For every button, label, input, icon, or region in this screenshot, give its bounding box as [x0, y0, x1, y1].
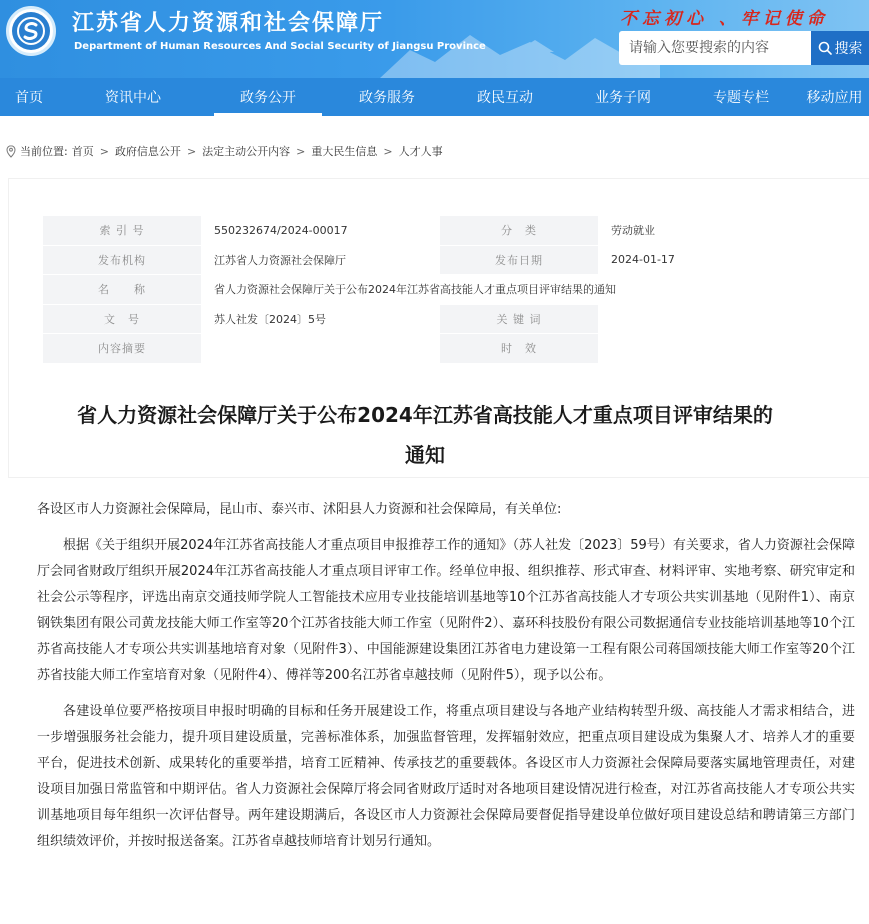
meta-label-publisher: 发布机构 — [43, 245, 202, 275]
meta-label-name: 名 称 — [43, 275, 202, 305]
table-row — [43, 334, 836, 364]
meta-value-validity — [599, 334, 836, 364]
site-title[interactable]: 江苏省人力资源和社会保障厅 — [72, 11, 385, 36]
meta-value-publisher: 江苏省人力资源社会保障厅 — [202, 245, 440, 275]
meta-label-docno: 文 号 — [43, 304, 202, 334]
breadcrumb-item-livelihood[interactable]: 重大民生信息 — [311, 145, 378, 158]
nav-item-subsites[interactable]: 业务子网 — [595, 90, 651, 106]
breadcrumb-prefix: 当前位置: — [20, 145, 68, 158]
search-button-label: 搜索 — [834, 41, 863, 57]
logo-emblem-icon — [12, 12, 50, 50]
site-header — [0, 0, 869, 78]
chevron-right-icon: > — [99, 144, 109, 158]
breadcrumb — [6, 143, 443, 159]
meta-value-index: 550232674/2024-00017 — [202, 216, 440, 246]
location-pin-icon — [6, 145, 16, 158]
nav-item-mobile[interactable]: 移动应用 — [806, 90, 863, 106]
breadcrumb-item-statutory[interactable]: 法定主动公开内容 — [202, 145, 291, 158]
breadcrumb-item-home[interactable]: 首页 — [71, 145, 94, 158]
table-row — [43, 275, 836, 305]
slogan: 不忘初心 、牢记使命 — [620, 9, 829, 29]
main-nav — [0, 78, 869, 116]
meta-label-category: 分 类 — [440, 216, 599, 246]
document-metadata-table — [42, 215, 836, 364]
meta-value-keywords — [599, 304, 836, 334]
meta-value-docno: 苏人社发〔2024〕5号 — [202, 304, 440, 334]
table-row — [43, 304, 836, 334]
meta-value-category: 劳动就业 — [599, 216, 836, 246]
breadcrumb-item-talent[interactable]: 人才人事 — [398, 145, 443, 158]
meta-label-validity: 时 效 — [440, 334, 599, 364]
nav-item-interaction[interactable]: 政民互动 — [477, 90, 533, 106]
site-subtitle: Department of Human Resources And Social Security of Jiangsu Province — [74, 41, 486, 52]
meta-value-date: 2024-01-17 — [599, 245, 836, 275]
search-button[interactable] — [811, 31, 869, 65]
meta-value-summary — [202, 334, 440, 364]
article-title-line1: 省人力资源社会保障厅关于公布2024年江苏省高技能人才重点项目评审结果的 — [77, 403, 773, 427]
article-paragraph-2: 各建设单位要严格按项目申报时明确的目标和任务开展建设工作，将重点项目建设与各地产业结构转型升级、高技能人才需求相结合，进一步增强服务社会能力，提升项目建设质量，完善标准体系，加强监督管理，发挥辐射效应，把重点项目建设成为集聚人才、培养人才的重要平台，促进技术创新、成果转化的重要举措，培育工匠精神、传承技艺的重要载体。各设区市人力资源社会保障局要落实属地管理责任，对建设项目加强日常监管和中期评估。省人力资源社会保障厅将会同省财政厅适时对各地项目建设情况进行检查，对江苏省高技能人才专项公共实训基地项目每年组织一次评估督导。两年建设期满后，各设区市人力资源社会保障局要督促指导建设单位做好项目建设总结和聘请第三方部门组织绩效评价，并按时报送备案。江苏省卓越技师培育计划另行通知。 — [37, 704, 855, 849]
chevron-right-icon: > — [186, 144, 197, 158]
nav-item-news[interactable]: 资讯中心 — [105, 90, 161, 106]
nav-item-gov-services[interactable]: 政务服务 — [359, 90, 415, 106]
table-row — [43, 216, 836, 246]
article-greeting: 各设区市人力资源社会保障局，昆山市、泰兴市、沭阳县人力资源和社会保障局，有关单位: — [37, 502, 562, 517]
meta-label-date: 发布日期 — [440, 245, 599, 275]
meta-label-keywords: 关 键 词 — [440, 304, 599, 334]
article-body — [37, 497, 855, 865]
search-input[interactable] — [619, 31, 811, 65]
nav-item-home[interactable]: 首页 — [15, 90, 43, 106]
meta-label-index: 索 引 号 — [43, 216, 202, 246]
meta-label-summary: 内容摘要 — [43, 334, 202, 364]
nav-item-gov-affairs[interactable]: 政务公开 — [208, 78, 328, 116]
article-paragraph-1: 根据《关于组织开展2024年江苏省高技能人才重点项目申报推荐工作的通知》（苏人社发〔2023〕59号）有关要求，省人力资源社会保障厅会同省财政厅组织开展2024年江苏省高技能人才重点项目评审工作。经单位申报、组织推荐、形式审查、材料评审、实地考察、研究审定和社会公示等程序，评选出南京交通技师学院人工智能技术应用专业技能培训基地等10个江苏省高技能人才专项公共实训基地（见附件1）、南京钢铁集团有限公司黄龙技能大师工作室等20个江苏省技能大师工作室（见附件2）、嘉环科技股份有限公司数据通信专业技能培训基地等10个江苏省高技能人才专项公共实训基地培育对象（见附件3）、中国能源建设集团江苏省电力建设第一工程有限公司蒋国颂技能大师工作室等20个江苏省技能大师工作室培育对象（见附件4）、傅祥等200名江苏省卓越技师（见附件5），现予以公布。 — [37, 538, 855, 683]
nav-item-topics[interactable]: 专题专栏 — [713, 90, 769, 106]
site-logo[interactable] — [6, 6, 56, 56]
article-title-line2: 通知 — [405, 443, 445, 467]
chevron-right-icon: > — [383, 144, 393, 158]
search-icon — [818, 41, 832, 55]
breadcrumb-item-gov-info[interactable]: 政府信息公开 — [114, 145, 181, 158]
meta-value-name: 省人力资源社会保障厅关于公布2024年江苏省高技能人才重点项目评审结果的通知 — [202, 275, 836, 305]
table-row — [43, 245, 836, 275]
chevron-right-icon: > — [296, 144, 306, 158]
article-title — [30, 395, 820, 475]
